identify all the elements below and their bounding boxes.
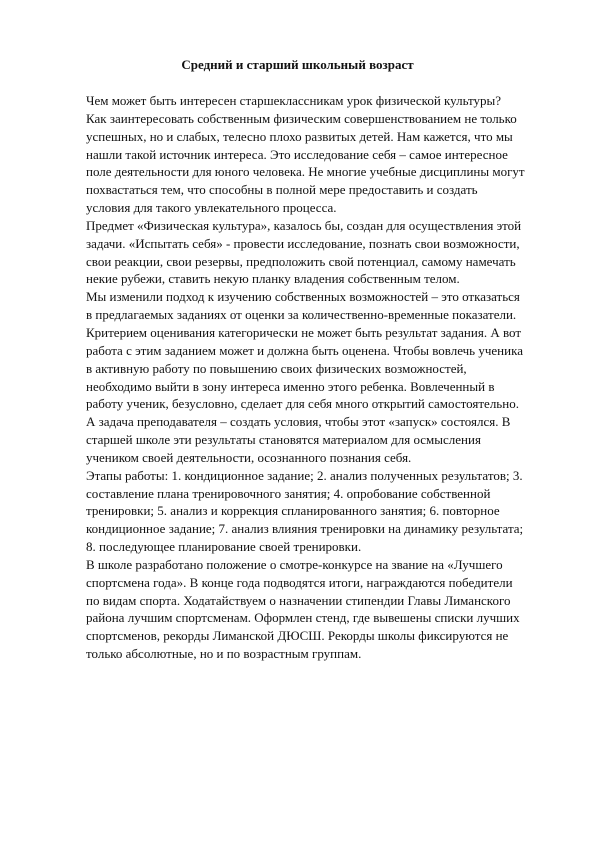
document-body bbox=[86, 92, 554, 663]
paragraph-contest: В школе разработано положение о смотре-конкурсе на звание на «Лучшего спортсмена года». В конце года подводятся итоги, награждаются победители по видам спорта. Ходатайствуем о назначении стипендии Главы Лиманского района лучшим спортсменам. Оформлен стенд, где вывешены списки лучших спортсменов, рекорды Лиманской ДЮСШ. Рекорды школы фиксируются не только абсолютные, но и по возрастным группам. bbox=[86, 556, 520, 662]
paragraph-intro: Чем может быть интересен старшеклассникам урок физической культуры? Как заинтересовать собственным физическим совершенствованием не только успешных, но и слабых, телесно плохо развитых детей. Нам кажется, что мы нашли такой источник интереса. Это исследование себя – самое интересное поле деятельности для юного человека. Не многие учебные дисциплины могут похвастаться тем, что способны в полной мере предоставить и создать условия для такого увлекательного процесса. bbox=[86, 93, 525, 216]
paragraph-subject: Предмет «Физическая культура», казалось бы, создан для осуществления этой задачи. «Испытать себя» - провести исследование, познать свои возможности, свои реакции, свои резервы, предположить свой потенциал, самому намечать некие рубежи, ставить некую планку владения собственным телом. bbox=[86, 217, 522, 287]
page-title: Средний и старший школьный возраст bbox=[181, 57, 414, 72]
paragraph-stages: Этапы работы: 1. кондиционное задание; 2. анализ полученных результатов; 3. составление плана тренировочного занятия; 4. опробование собственной тренировки; 5. анализ и коррекция спланированного занятия; 6. повторное кондиционное задание; 7. анализ влияния тренировки на динамику результата; 8. последующее планирование своей тренировки. bbox=[86, 467, 524, 555]
paragraph-approach: Мы изменили подход к изучению собственных возможностей – это отказаться в предлагаемых заданиях от оценки за количественно-временные показатели. Критерием оценивания категорически не может быть результат задания. А вот работа с этим заданием может и должна быть оценена. Чтобы вовлечь ученика в активную работу по повышению своих физических возможностей, необходимо выйти в зону интереса именно этого ребенка. Вовлеченный в работу ученик, безусловно, сделает для себя много открытий самостоятельно. А задача преподавателя – создать условия, чтобы этот «запуск» состоялся. В старшей школе эти результаты становятся материалом для осмысления учеником своей деятельности, осознанного познания себя. bbox=[86, 289, 523, 465]
